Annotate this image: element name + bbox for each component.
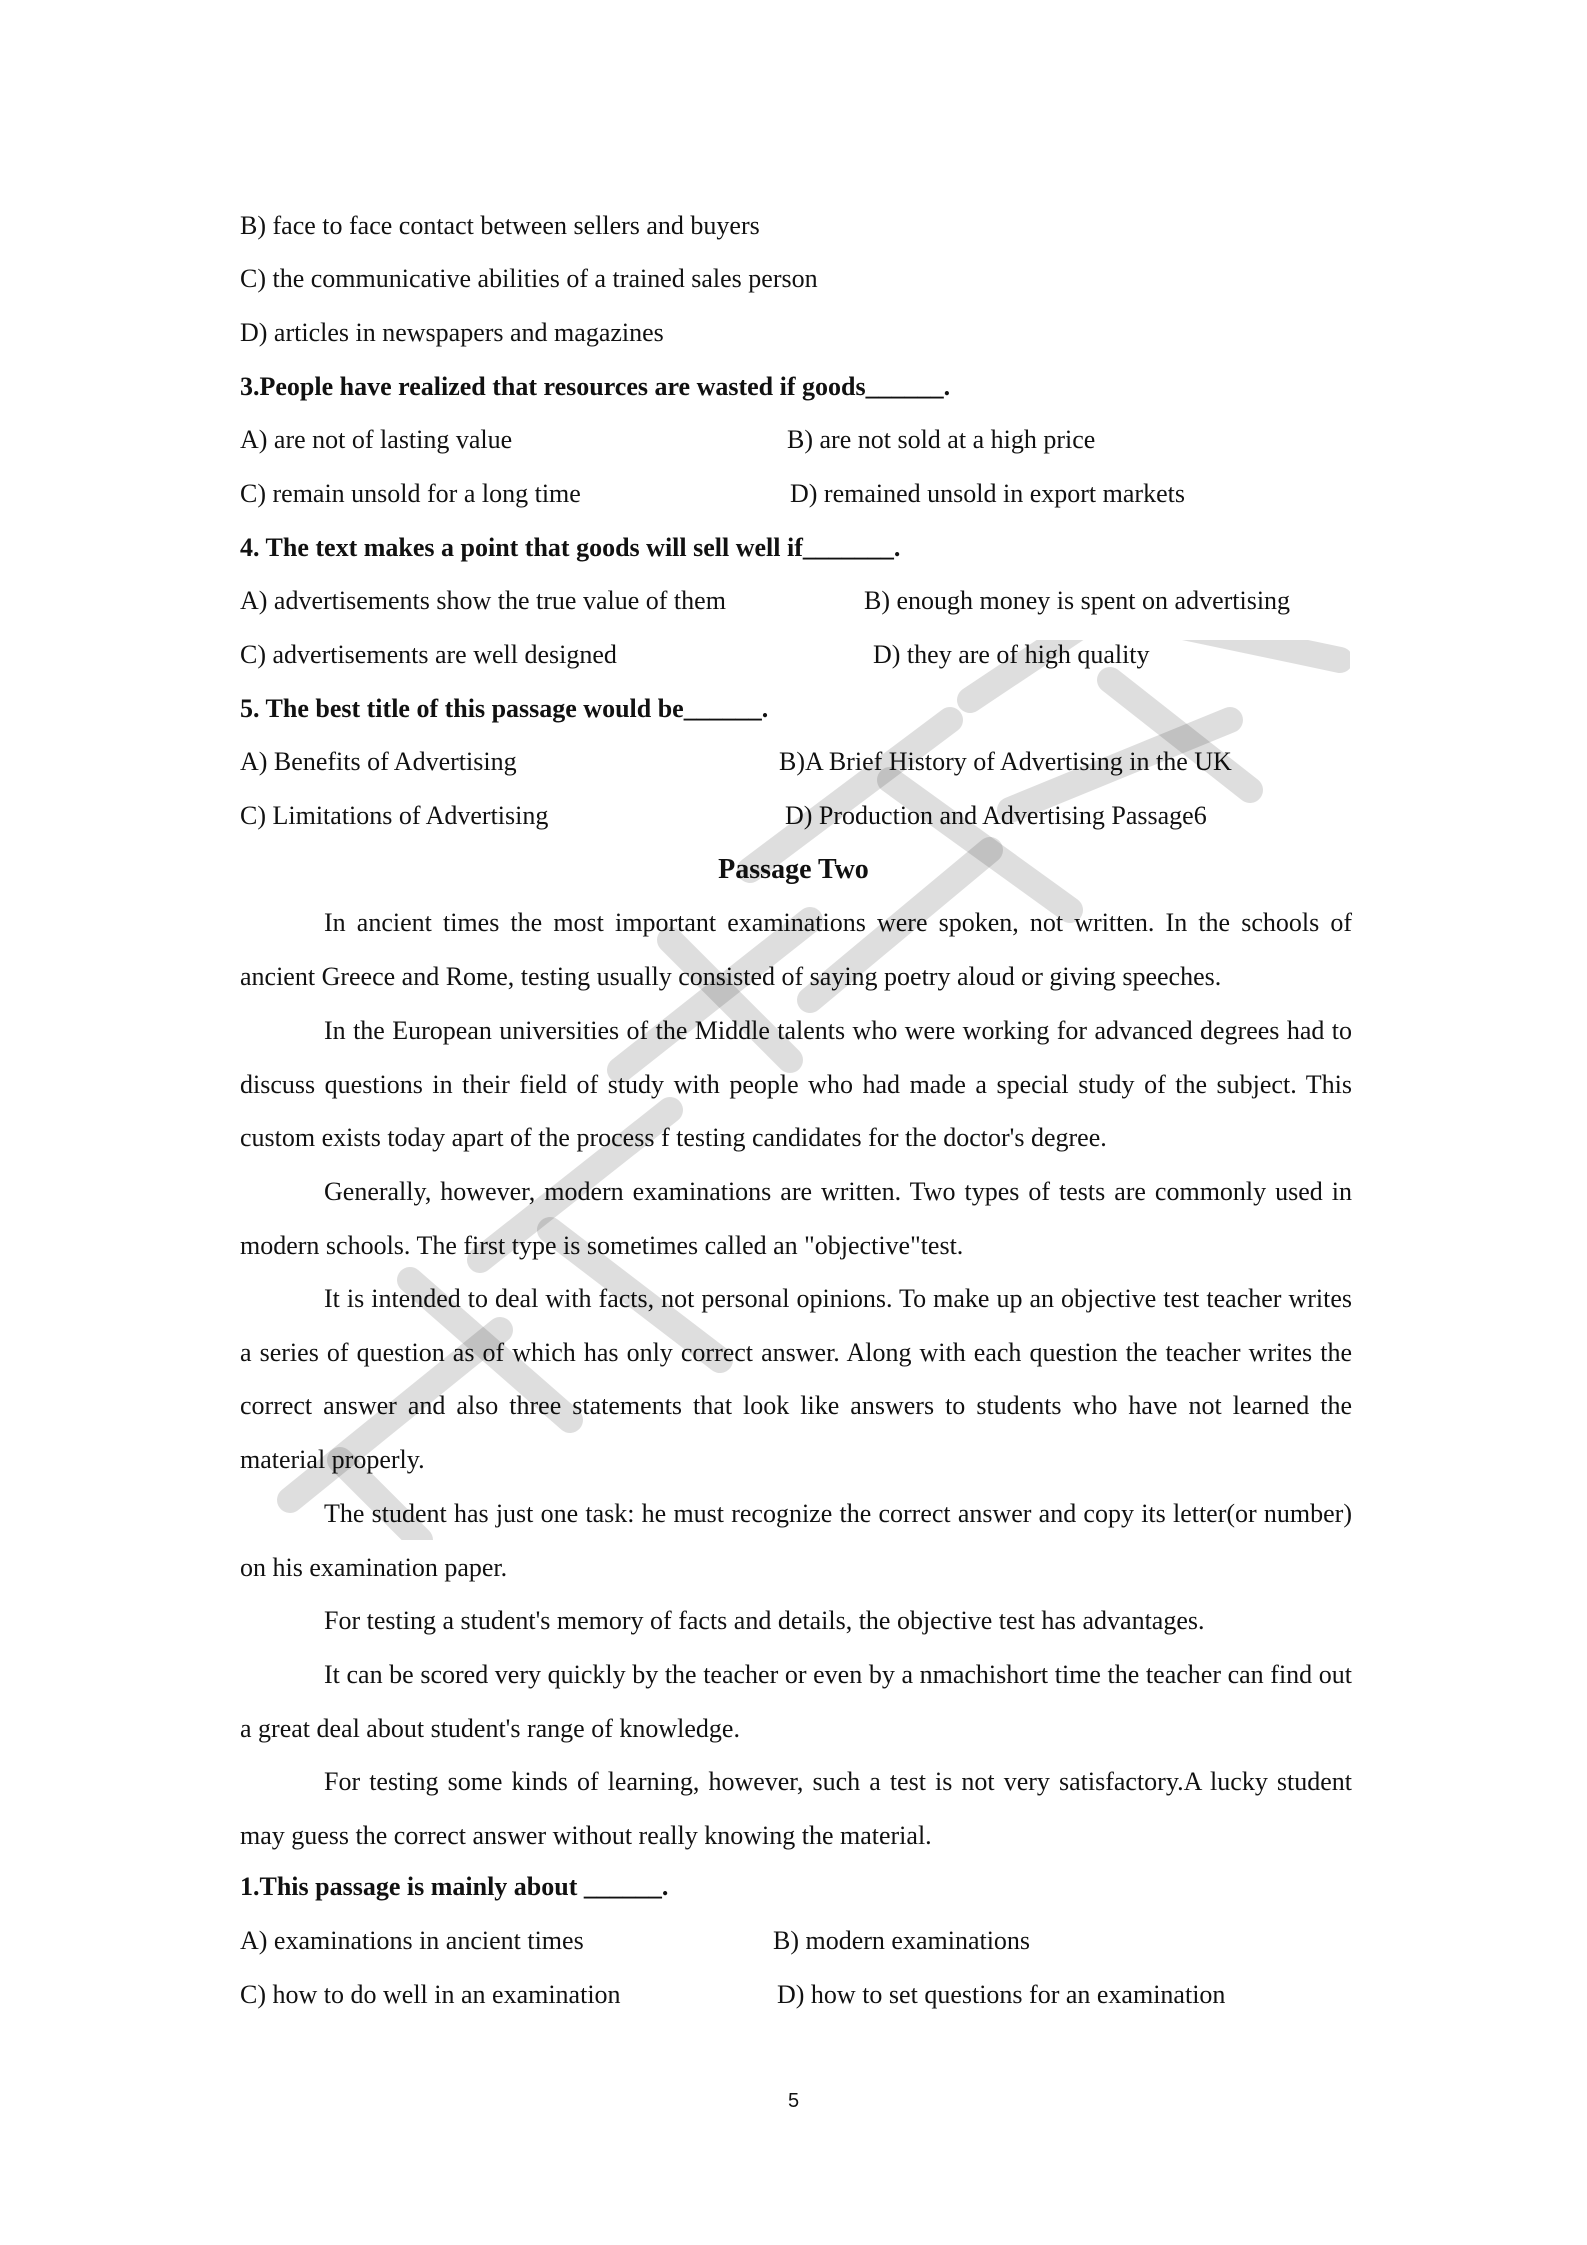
q5-question: 5. The best title of this passage would be______.	[240, 694, 769, 723]
q4-option-c: C) advertisements are well designed	[240, 640, 617, 669]
q3-option-a: A) are not of lasting value	[240, 425, 513, 454]
paragraph: In the European universities of the Middle talents who were working for advanced degrees had to discuss questions in their field of study with people who had made a special study of the subject. This custom exists today apart of the process f testing candidates for the doctor's degree.	[240, 1016, 1352, 1152]
p2-q1-option-a: A) examinations in ancient times	[240, 1926, 584, 1955]
paragraph: In ancient times the most important examinations were spoken, not written. In the schools of ancient Greece and Rome, testing usually consisted of saying poetry aloud or giving speeches.	[240, 908, 1352, 991]
q2-option-d: D) articles in newspapers and magazines	[240, 318, 664, 347]
q5-option-a: A) Benefits of Advertising	[240, 747, 517, 776]
p2-q1-option-c: C) how to do well in an examination	[240, 1980, 621, 2009]
paragraph: It is intended to deal with facts, not personal opinions. To make up an objective test teacher writes a series of question as of which has only correct answer. Along with each question the teacher writes the correct answer and also three statements that look like answers to students who have not learned the material properly.	[240, 1284, 1352, 1474]
q2-option-b: B) face to face contact between sellers and buyers	[240, 211, 760, 240]
q4-question: 4. The text makes a point that goods will sell well if_______.	[240, 533, 901, 562]
q5-option-d: D) Production and Advertising Passage6	[785, 801, 1207, 830]
p2-q1-option-b: B) modern examinations	[773, 1926, 1031, 1955]
paragraph: Generally, however, modern examinations are written. Two types of tests are commonly used in modern schools. The first type is sometimes called an "objective"test.	[240, 1177, 1352, 1260]
q3-option-b: B) are not sold at a high price	[787, 425, 1096, 454]
paragraph: It can be scored very quickly by the teacher or even by a nmachishort time the teacher can find out a great deal about student's range of knowledge.	[240, 1660, 1352, 1743]
paragraph: For testing some kinds of learning, however, such a test is not very satisfactory.A lucky student may guess the correct answer without really knowing the material.	[240, 1767, 1352, 1850]
passage-title: Passage Two	[718, 854, 869, 885]
paragraph: For testing a student's memory of facts and details, the objective test has advantages.	[324, 1606, 1205, 1635]
page-number: 5	[787, 2090, 800, 2112]
q2-option-c: C) the communicative abilities of a trained sales person	[240, 264, 818, 293]
paragraph: The student has just one task: he must recognize the correct answer and copy its letter(or number) on his examination paper.	[240, 1499, 1352, 1582]
q5-option-c: C) Limitations of Advertising	[240, 801, 549, 830]
q4-option-d: D) they are of high quality	[873, 640, 1150, 669]
p2-q1-option-d: D) how to set questions for an examination	[777, 1980, 1226, 2009]
q5-option-b: B)A Brief History of Advertising in the UK	[779, 747, 1232, 776]
q4-option-b: B) enough money is spent on advertising	[864, 586, 1291, 615]
q4-option-a: A) advertisements show the true value of them	[240, 586, 726, 615]
q3-option-c: C) remain unsold for a long time	[240, 479, 581, 508]
q3-option-d: D) remained unsold in export markets	[790, 479, 1185, 508]
p2-q1-question: 1.This passage is mainly about ______.	[240, 1872, 669, 1901]
q3-question: 3.People have realized that resources are wasted if goods______.	[240, 372, 951, 401]
